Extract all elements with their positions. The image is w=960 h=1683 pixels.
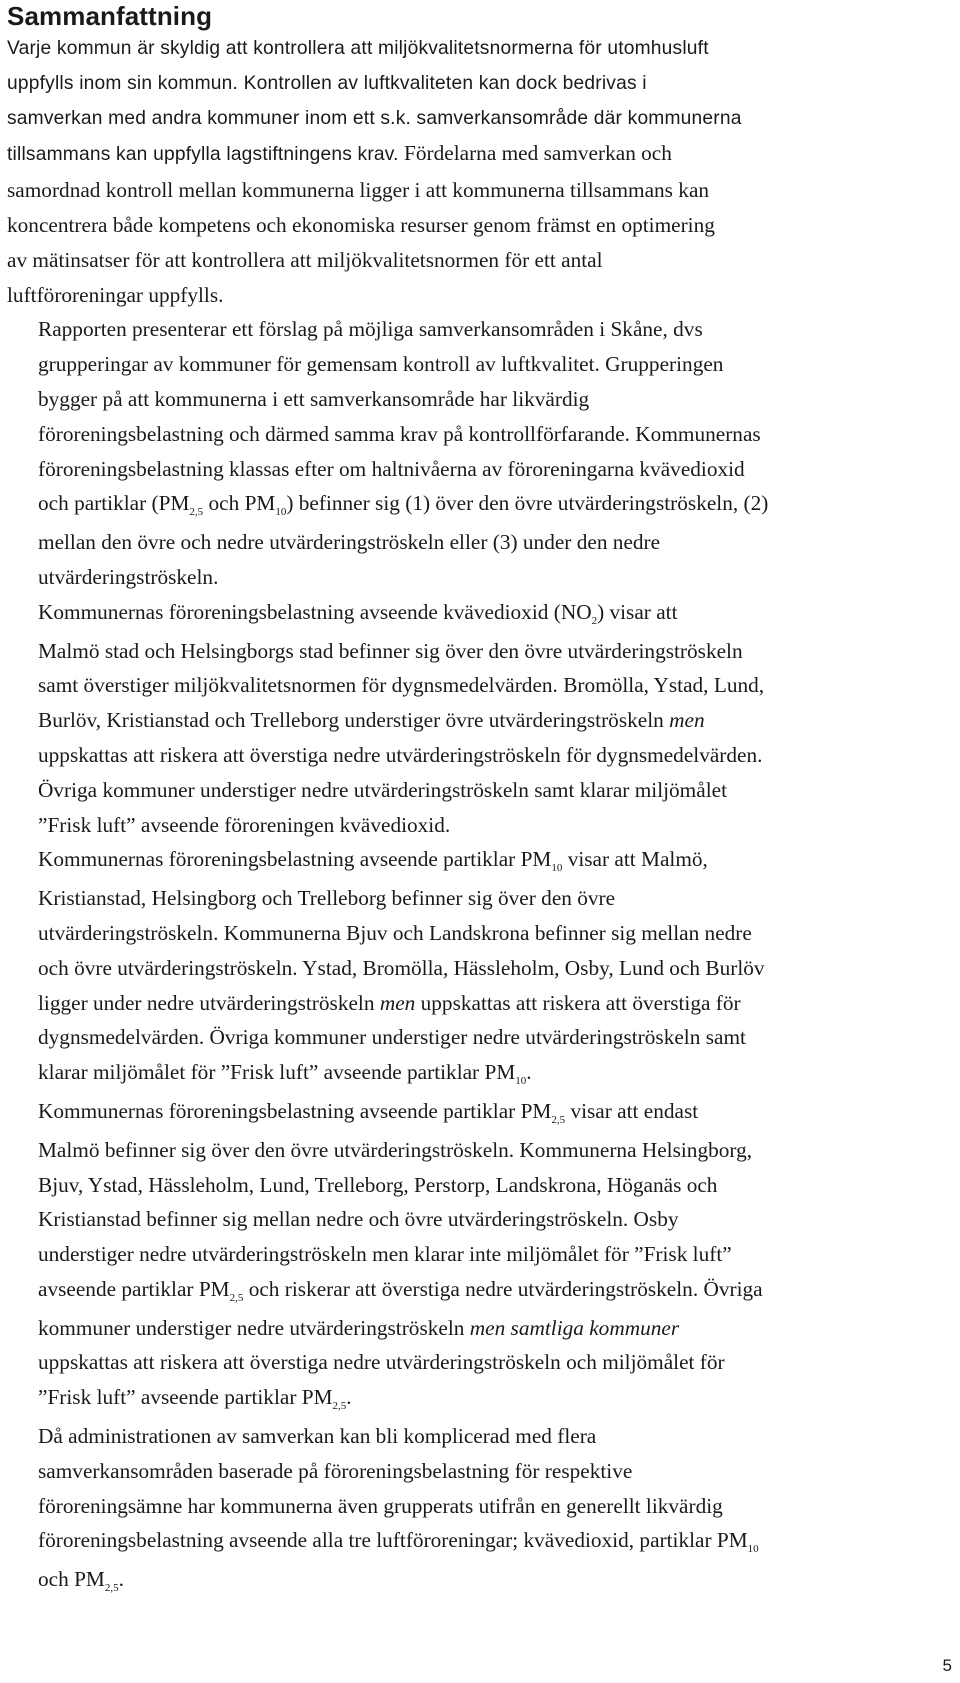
text-span: tillsammans kan uppfylla lagstiftningens krav. <box>7 144 399 166</box>
subscript: 10 <box>515 1075 527 1088</box>
text-span: och PM <box>203 491 276 516</box>
paragraph-4 <box>7 842 925 1094</box>
document-page <box>7 0 925 1601</box>
text-span: och PM <box>38 1567 105 1592</box>
text-line: Kristianstad, Helsingborg och Trelleborg befinner sig över den övre <box>38 886 616 911</box>
text-line: Kristianstad befinner sig mellan nedre och övre utvärderingströskeln. Osby <box>38 1207 679 1232</box>
text-line: mellan den övre och nedre utvärderingströskeln eller (3) under den nedre <box>38 530 661 555</box>
text-span: ”Frisk luft” avseende partiklar PM <box>38 1385 333 1410</box>
text-span: . <box>346 1385 352 1410</box>
subscript: 10 <box>275 506 287 519</box>
subscript: 2,5 <box>551 1113 566 1126</box>
text-span: ligger under nedre utvärderingströskeln <box>38 990 380 1015</box>
text-line: uppfylls inom sin kommun. Kontrollen av luftkvaliteten kan dock bedrivas i <box>7 72 647 94</box>
text-span: föroreningsbelastning avseende alla tre luftföroreningar; kvävedioxid, partiklar PM <box>38 1528 748 1553</box>
text-line: uppskattas att riskera att överstiga nedre utvärderingströskeln för dygnsmedelvärden. <box>38 742 763 767</box>
text-span: klarar miljömålet för ”Frisk luft” avseende partiklar PM <box>38 1060 516 1085</box>
emphasis: men <box>669 708 705 733</box>
text-line: av mätinsatser för att kontrollera att miljökvalitetsnormen för ett antal <box>7 247 603 272</box>
text-line: samverkan med andra kommuner inom ett s.k. samverkansområde där kommunerna <box>7 107 742 129</box>
text-line: föroreningsämne har kommunerna även grupperats utifrån en generellt likvärdig <box>38 1493 723 1518</box>
subscript: 2 <box>591 614 598 627</box>
text-span: Fördelarna med samverkan och <box>398 141 672 166</box>
text-line: luftföroreningar uppfylls. <box>7 282 224 307</box>
text-span: föroreningsbelastning och därmed samma krav på kontrollförfarande. <box>38 421 630 446</box>
paragraph-6 <box>7 1419 925 1601</box>
text-line: föroreningsbelastning klassas efter om haltnivåerna av föroreningarna kvävedioxid <box>38 456 745 481</box>
text-span: kommuner understiger nedre utvärderingströskeln <box>38 1315 470 1340</box>
subscript: 2,5 <box>229 1291 244 1304</box>
paragraph-5 <box>7 1094 925 1419</box>
text-line: utvärderingströskeln. Kommunerna Bjuv och Landskrona befinner sig mellan nedre <box>38 920 752 945</box>
text-line: bygger på att kommunerna i ett samverkansområde har likvärdig <box>38 386 590 411</box>
subscript: 2,5 <box>189 506 204 519</box>
text-line: uppskattas att riskera att överstiga nedre utvärderingströskeln och miljömålet för <box>38 1350 725 1375</box>
subscript: 10 <box>747 1543 759 1556</box>
text-span: Kommunernas föroreningsbelastning avseende partiklar PM <box>38 1098 552 1123</box>
text-span: visar att endast <box>565 1098 699 1123</box>
text-span: visar att Malmö, <box>562 847 708 872</box>
text-span: avseende partiklar PM <box>38 1276 230 1301</box>
text-line: samverkansområden baserade på föroreningsbelastning för respektive <box>38 1458 633 1483</box>
text-span: grupperingar av kommuner för gemensam kontroll av luftkvalitet. <box>38 352 600 377</box>
emphasis: men <box>379 990 416 1015</box>
text-line: Bjuv, Ystad, Hässleholm, Lund, Trelleborg, Perstorp, Landskrona, Höganäs och <box>38 1172 718 1197</box>
text-span: ) visar att <box>597 599 678 624</box>
text-span: Kommunernas föroreningsbelastning avseende partiklar PM <box>38 847 552 872</box>
text-span: och partiklar (PM <box>38 491 190 516</box>
subscript: 2,5 <box>104 1582 119 1595</box>
text-span: Kommunernas föroreningsbelastning avseende kvävedioxid (NO <box>38 599 592 624</box>
subscript: 10 <box>551 862 563 875</box>
subscript: 2,5 <box>332 1400 347 1413</box>
text-line: dygnsmedelvärden. Övriga kommuner understiger nedre utvärderingströskeln samt <box>38 1025 746 1050</box>
text-line: Rapporten presenterar ett förslag på möjliga samverkansområden i Skåne, dvs <box>38 317 703 342</box>
page-number: 5 <box>942 1656 952 1675</box>
text-line: Varje kommun är skyldig att kontrollera att miljökvalitetsnormerna för utomhusluft <box>7 38 709 59</box>
text-span: Grupperingen <box>599 352 724 377</box>
text-line: Då administrationen av samverkan kan bli komplicerad med flera <box>38 1424 597 1449</box>
text-line: koncentrera både kompetens och ekonomiska resurser genom främst en optimering <box>7 212 715 237</box>
text-span: ) befinner sig (1) över den övre utvärderingströskeln, (2) <box>286 491 769 516</box>
paragraph-1 <box>7 32 925 312</box>
text-span: . <box>526 1060 532 1085</box>
text-line: ”Frisk luft” avseende föroreningen kvävedioxid. <box>38 812 451 837</box>
text-line: samt överstiger miljökvalitetsnormen för dygnsmedelvärden. Bromölla, Ystad, Lund, <box>38 673 765 698</box>
text-span: uppskattas att riskera att överstiga för <box>415 990 741 1015</box>
paragraph-2 <box>7 312 925 594</box>
text-span: och riskerar att överstiga nedre utvärderingströskeln. Övriga <box>243 1276 763 1301</box>
text-span: Kommunernas <box>629 421 761 446</box>
text-span: Burlöv, Kristianstad och Trelleborg understiger övre utvärderingströskeln <box>38 708 670 733</box>
text-line: Malmö befinner sig över den övre utvärderingströskeln. Kommunerna Helsingborg, <box>38 1137 753 1162</box>
section-heading: Sammanfattning <box>7 1 213 31</box>
text-line: Övriga kommuner understiger nedre utvärderingströskeln samt klarar miljömålet <box>38 777 727 802</box>
text-line: Malmö stad och Helsingborgs stad befinner sig över den övre utvärderingströskeln <box>38 638 743 663</box>
text-span: . <box>118 1567 124 1592</box>
paragraph-3 <box>7 595 925 843</box>
text-line: understiger nedre utvärderingströskeln men klarar inte miljömålet för ”Frisk luft” <box>38 1242 732 1267</box>
text-line: utvärderingströskeln. <box>38 564 219 589</box>
text-line: och övre utvärderingströskeln. Ystad, Bromölla, Hässleholm, Osby, Lund och Burlöv <box>38 955 765 980</box>
emphasis: men samtliga kommuner <box>469 1315 680 1340</box>
text-line: samordnad kontroll mellan kommunerna ligger i att kommunerna tillsammans kan <box>7 178 710 203</box>
